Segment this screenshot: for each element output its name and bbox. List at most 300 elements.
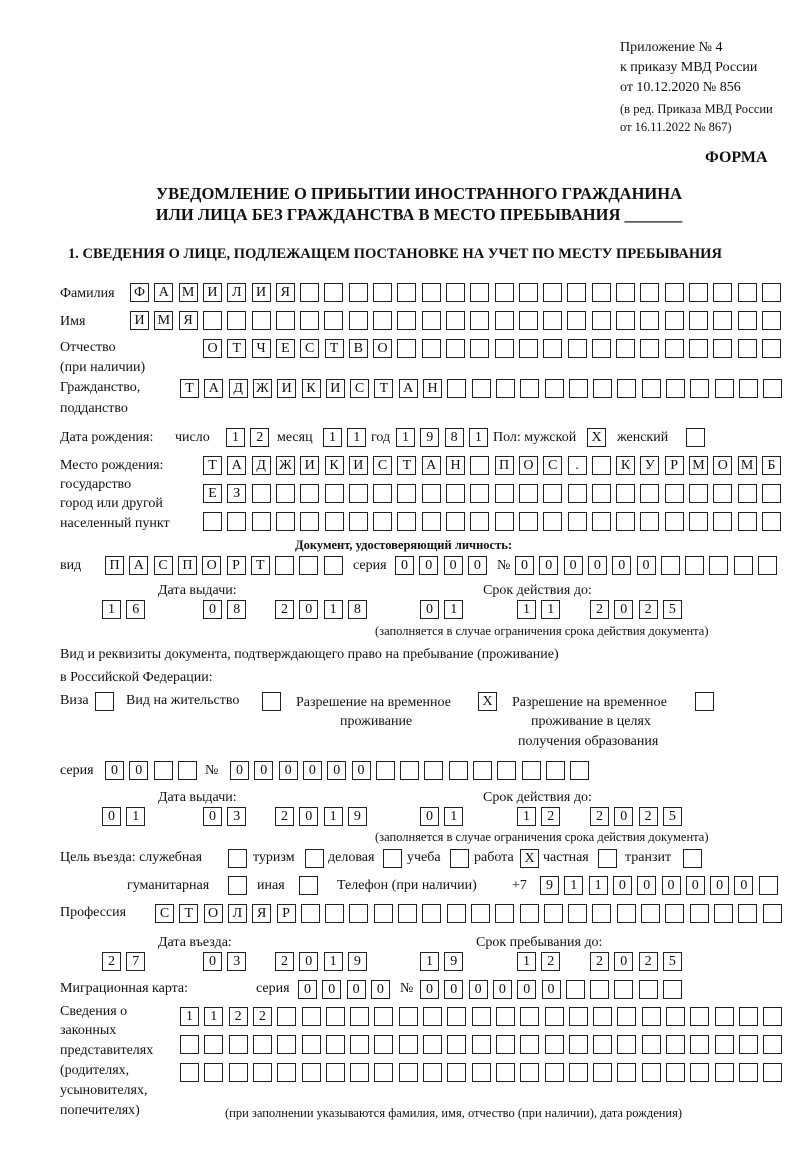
char-box[interactable] bbox=[592, 904, 611, 923]
char-box[interactable]: 2 bbox=[590, 952, 609, 971]
char-box[interactable]: 0 bbox=[564, 556, 583, 575]
char-box[interactable] bbox=[495, 311, 514, 330]
char-box[interactable] bbox=[519, 283, 538, 302]
char-box[interactable] bbox=[324, 556, 343, 575]
char-box[interactable]: Л bbox=[227, 283, 246, 302]
char-box[interactable] bbox=[661, 556, 680, 575]
char-box[interactable] bbox=[522, 761, 541, 780]
char-box[interactable]: Ж bbox=[253, 379, 272, 398]
char-box[interactable]: А bbox=[204, 379, 223, 398]
char-box[interactable] bbox=[422, 283, 441, 302]
char-box[interactable] bbox=[520, 379, 539, 398]
char-box[interactable]: 2 bbox=[590, 600, 609, 619]
char-box[interactable]: М bbox=[738, 456, 757, 475]
char-box[interactable] bbox=[473, 761, 492, 780]
char-box[interactable]: М bbox=[689, 456, 708, 475]
char-box[interactable] bbox=[446, 283, 465, 302]
char-box[interactable]: 0 bbox=[327, 761, 346, 780]
char-box[interactable] bbox=[302, 1035, 321, 1054]
char-box[interactable] bbox=[617, 1063, 636, 1082]
char-box[interactable] bbox=[446, 484, 465, 503]
char-box[interactable] bbox=[496, 1035, 515, 1054]
char-box[interactable]: 1 bbox=[589, 876, 608, 895]
char-box[interactable]: З bbox=[227, 484, 246, 503]
char-box[interactable]: 2 bbox=[639, 600, 658, 619]
char-box[interactable]: 0 bbox=[371, 980, 390, 999]
char-box[interactable]: Р bbox=[665, 456, 684, 475]
char-box[interactable]: 1 bbox=[126, 807, 145, 826]
char-box[interactable] bbox=[738, 311, 757, 330]
char-box[interactable]: 0 bbox=[203, 600, 222, 619]
char-box[interactable]: 0 bbox=[105, 761, 124, 780]
char-box[interactable]: Е bbox=[276, 339, 295, 358]
char-box[interactable] bbox=[666, 1007, 685, 1026]
checkbox[interactable]: X bbox=[478, 692, 497, 711]
char-box[interactable]: С bbox=[300, 339, 319, 358]
char-box[interactable]: 2 bbox=[541, 952, 560, 971]
char-box[interactable] bbox=[276, 311, 295, 330]
char-box[interactable]: 1 bbox=[323, 428, 342, 447]
char-box[interactable] bbox=[592, 484, 611, 503]
char-box[interactable] bbox=[640, 512, 659, 531]
char-box[interactable]: 1 bbox=[517, 952, 536, 971]
char-box[interactable] bbox=[496, 1007, 515, 1026]
char-box[interactable] bbox=[739, 1007, 758, 1026]
char-box[interactable] bbox=[277, 1007, 296, 1026]
char-box[interactable] bbox=[204, 1035, 223, 1054]
char-box[interactable] bbox=[617, 379, 636, 398]
char-box[interactable] bbox=[496, 379, 515, 398]
char-box[interactable] bbox=[566, 980, 585, 999]
char-box[interactable] bbox=[690, 1035, 709, 1054]
char-box[interactable] bbox=[592, 512, 611, 531]
char-box[interactable]: О bbox=[713, 456, 732, 475]
char-box[interactable] bbox=[276, 484, 295, 503]
char-box[interactable]: О bbox=[373, 339, 392, 358]
char-box[interactable] bbox=[690, 1063, 709, 1082]
char-box[interactable]: И bbox=[326, 379, 345, 398]
char-box[interactable] bbox=[568, 904, 587, 923]
char-box[interactable] bbox=[689, 512, 708, 531]
char-box[interactable] bbox=[397, 512, 416, 531]
char-box[interactable]: 0 bbox=[614, 807, 633, 826]
char-box[interactable]: У bbox=[640, 456, 659, 475]
char-box[interactable] bbox=[470, 456, 489, 475]
char-box[interactable] bbox=[709, 556, 728, 575]
char-box[interactable]: И bbox=[300, 456, 319, 475]
char-box[interactable] bbox=[519, 512, 538, 531]
char-box[interactable] bbox=[567, 283, 586, 302]
char-box[interactable] bbox=[324, 283, 343, 302]
char-box[interactable]: 1 bbox=[180, 1007, 199, 1026]
char-box[interactable] bbox=[545, 379, 564, 398]
char-box[interactable] bbox=[690, 1007, 709, 1026]
char-box[interactable] bbox=[763, 379, 782, 398]
char-box[interactable] bbox=[229, 1035, 248, 1054]
char-box[interactable] bbox=[763, 1007, 782, 1026]
char-box[interactable] bbox=[616, 339, 635, 358]
char-box[interactable] bbox=[713, 484, 732, 503]
char-box[interactable]: П bbox=[495, 456, 514, 475]
char-box[interactable] bbox=[275, 556, 294, 575]
char-box[interactable] bbox=[300, 311, 319, 330]
char-box[interactable] bbox=[178, 761, 197, 780]
char-box[interactable] bbox=[738, 904, 757, 923]
char-box[interactable] bbox=[324, 311, 343, 330]
char-box[interactable] bbox=[446, 512, 465, 531]
char-box[interactable] bbox=[326, 1007, 345, 1026]
char-box[interactable]: П bbox=[178, 556, 197, 575]
char-box[interactable] bbox=[350, 1035, 369, 1054]
char-box[interactable]: 0 bbox=[614, 600, 633, 619]
char-box[interactable] bbox=[592, 339, 611, 358]
checkbox[interactable] bbox=[228, 849, 247, 868]
char-box[interactable] bbox=[277, 1035, 296, 1054]
char-box[interactable] bbox=[519, 484, 538, 503]
char-box[interactable]: 1 bbox=[324, 807, 343, 826]
char-box[interactable] bbox=[423, 1007, 442, 1026]
char-box[interactable]: Т bbox=[251, 556, 270, 575]
char-box[interactable]: 7 bbox=[126, 952, 145, 971]
char-box[interactable] bbox=[325, 512, 344, 531]
char-box[interactable]: Л bbox=[228, 904, 247, 923]
char-box[interactable]: 1 bbox=[347, 428, 366, 447]
char-box[interactable] bbox=[397, 339, 416, 358]
char-box[interactable] bbox=[715, 1063, 734, 1082]
char-box[interactable] bbox=[762, 339, 781, 358]
char-box[interactable] bbox=[592, 311, 611, 330]
checkbox[interactable] bbox=[383, 849, 402, 868]
char-box[interactable] bbox=[545, 1063, 564, 1082]
char-box[interactable]: 2 bbox=[275, 952, 294, 971]
char-box[interactable] bbox=[616, 484, 635, 503]
char-box[interactable] bbox=[545, 1007, 564, 1026]
char-box[interactable]: 0 bbox=[203, 952, 222, 971]
char-box[interactable] bbox=[520, 904, 539, 923]
char-box[interactable] bbox=[763, 1063, 782, 1082]
char-box[interactable] bbox=[568, 512, 587, 531]
char-box[interactable] bbox=[299, 556, 318, 575]
checkbox[interactable] bbox=[695, 692, 714, 711]
char-box[interactable] bbox=[326, 1063, 345, 1082]
char-box[interactable] bbox=[374, 904, 393, 923]
char-box[interactable] bbox=[763, 904, 782, 923]
char-box[interactable] bbox=[519, 311, 538, 330]
char-box[interactable] bbox=[470, 283, 489, 302]
checkbox[interactable]: X bbox=[520, 849, 539, 868]
char-box[interactable]: 2 bbox=[275, 600, 294, 619]
char-box[interactable]: 0 bbox=[395, 556, 414, 575]
char-box[interactable]: С bbox=[543, 456, 562, 475]
char-box[interactable]: 2 bbox=[250, 428, 269, 447]
char-box[interactable] bbox=[763, 1035, 782, 1054]
char-box[interactable]: 0 bbox=[299, 600, 318, 619]
char-box[interactable]: В bbox=[349, 339, 368, 358]
char-box[interactable] bbox=[593, 1063, 612, 1082]
char-box[interactable]: Т bbox=[227, 339, 246, 358]
char-box[interactable] bbox=[302, 1007, 321, 1026]
checkbox[interactable] bbox=[228, 876, 247, 895]
char-box[interactable] bbox=[713, 339, 732, 358]
char-box[interactable] bbox=[470, 512, 489, 531]
char-box[interactable]: 2 bbox=[639, 807, 658, 826]
char-box[interactable]: Е bbox=[203, 484, 222, 503]
char-box[interactable] bbox=[592, 456, 611, 475]
char-box[interactable] bbox=[374, 1063, 393, 1082]
char-box[interactable] bbox=[373, 283, 392, 302]
char-box[interactable] bbox=[713, 512, 732, 531]
char-box[interactable] bbox=[397, 311, 416, 330]
char-box[interactable] bbox=[616, 283, 635, 302]
char-box[interactable]: Я bbox=[276, 283, 295, 302]
char-box[interactable]: 0 bbox=[517, 980, 536, 999]
char-box[interactable]: К bbox=[302, 379, 321, 398]
char-box[interactable] bbox=[423, 1035, 442, 1054]
char-box[interactable] bbox=[497, 761, 516, 780]
char-box[interactable] bbox=[666, 1063, 685, 1082]
char-box[interactable] bbox=[399, 1063, 418, 1082]
char-box[interactable] bbox=[593, 379, 612, 398]
char-box[interactable]: 0 bbox=[102, 807, 121, 826]
char-box[interactable] bbox=[665, 283, 684, 302]
char-box[interactable]: 1 bbox=[324, 952, 343, 971]
char-box[interactable] bbox=[617, 904, 636, 923]
char-box[interactable] bbox=[519, 339, 538, 358]
char-box[interactable]: 0 bbox=[734, 876, 753, 895]
char-box[interactable] bbox=[301, 904, 320, 923]
char-box[interactable]: М bbox=[154, 311, 173, 330]
char-box[interactable] bbox=[642, 1063, 661, 1082]
char-box[interactable] bbox=[446, 339, 465, 358]
char-box[interactable] bbox=[302, 1063, 321, 1082]
checkbox[interactable] bbox=[450, 849, 469, 868]
char-box[interactable] bbox=[229, 1063, 248, 1082]
char-box[interactable] bbox=[349, 512, 368, 531]
char-box[interactable] bbox=[447, 379, 466, 398]
char-box[interactable] bbox=[495, 512, 514, 531]
char-box[interactable] bbox=[545, 1035, 564, 1054]
char-box[interactable]: О bbox=[519, 456, 538, 475]
char-box[interactable]: 1 bbox=[444, 807, 463, 826]
char-box[interactable]: Ч bbox=[252, 339, 271, 358]
char-box[interactable] bbox=[253, 1063, 272, 1082]
char-box[interactable]: 0 bbox=[298, 980, 317, 999]
char-box[interactable]: 0 bbox=[662, 876, 681, 895]
char-box[interactable]: И bbox=[349, 456, 368, 475]
checkbox[interactable] bbox=[305, 849, 324, 868]
char-box[interactable] bbox=[715, 1007, 734, 1026]
char-box[interactable]: Р bbox=[277, 904, 296, 923]
char-box[interactable]: 0 bbox=[254, 761, 273, 780]
checkbox[interactable]: X bbox=[587, 428, 606, 447]
char-box[interactable] bbox=[326, 1035, 345, 1054]
char-box[interactable] bbox=[397, 484, 416, 503]
checkbox[interactable] bbox=[683, 849, 702, 868]
char-box[interactable] bbox=[617, 1007, 636, 1026]
char-box[interactable] bbox=[568, 339, 587, 358]
char-box[interactable] bbox=[593, 1035, 612, 1054]
char-box[interactable] bbox=[640, 484, 659, 503]
char-box[interactable]: 0 bbox=[686, 876, 705, 895]
char-box[interactable] bbox=[422, 339, 441, 358]
char-box[interactable] bbox=[689, 484, 708, 503]
char-box[interactable] bbox=[446, 311, 465, 330]
char-box[interactable]: И bbox=[252, 283, 271, 302]
char-box[interactable] bbox=[349, 904, 368, 923]
char-box[interactable] bbox=[568, 484, 587, 503]
char-box[interactable] bbox=[593, 1007, 612, 1026]
char-box[interactable] bbox=[592, 283, 611, 302]
char-box[interactable]: 8 bbox=[348, 600, 367, 619]
char-box[interactable]: 1 bbox=[517, 807, 536, 826]
char-box[interactable] bbox=[350, 1007, 369, 1026]
char-box[interactable] bbox=[373, 512, 392, 531]
char-box[interactable]: 6 bbox=[126, 600, 145, 619]
char-box[interactable]: 1 bbox=[102, 600, 121, 619]
char-box[interactable] bbox=[325, 904, 344, 923]
char-box[interactable] bbox=[758, 556, 777, 575]
char-box[interactable] bbox=[642, 1035, 661, 1054]
char-box[interactable]: 2 bbox=[229, 1007, 248, 1026]
char-box[interactable] bbox=[470, 484, 489, 503]
char-box[interactable] bbox=[423, 1063, 442, 1082]
char-box[interactable] bbox=[762, 484, 781, 503]
char-box[interactable] bbox=[325, 484, 344, 503]
char-box[interactable]: 0 bbox=[352, 761, 371, 780]
char-box[interactable]: 1 bbox=[564, 876, 583, 895]
char-box[interactable] bbox=[641, 904, 660, 923]
char-box[interactable]: К bbox=[325, 456, 344, 475]
char-box[interactable] bbox=[640, 339, 659, 358]
char-box[interactable] bbox=[373, 484, 392, 503]
char-box[interactable] bbox=[472, 1007, 491, 1026]
char-box[interactable]: 8 bbox=[445, 428, 464, 447]
char-box[interactable]: Я bbox=[179, 311, 198, 330]
char-box[interactable] bbox=[471, 904, 490, 923]
char-box[interactable]: 0 bbox=[279, 761, 298, 780]
char-box[interactable] bbox=[203, 512, 222, 531]
char-box[interactable] bbox=[422, 484, 441, 503]
char-box[interactable] bbox=[738, 339, 757, 358]
char-box[interactable]: Т bbox=[179, 904, 198, 923]
char-box[interactable] bbox=[544, 904, 563, 923]
char-box[interactable] bbox=[640, 283, 659, 302]
char-box[interactable]: 0 bbox=[299, 952, 318, 971]
char-box[interactable] bbox=[734, 556, 753, 575]
char-box[interactable] bbox=[252, 484, 271, 503]
char-box[interactable] bbox=[738, 283, 757, 302]
char-box[interactable]: 0 bbox=[420, 600, 439, 619]
char-box[interactable]: О bbox=[203, 339, 222, 358]
char-box[interactable] bbox=[569, 1007, 588, 1026]
char-box[interactable] bbox=[180, 1063, 199, 1082]
char-box[interactable]: 5 bbox=[663, 807, 682, 826]
char-box[interactable] bbox=[739, 1063, 758, 1082]
char-box[interactable]: М bbox=[179, 283, 198, 302]
char-box[interactable] bbox=[543, 512, 562, 531]
char-box[interactable] bbox=[422, 512, 441, 531]
char-box[interactable] bbox=[400, 761, 419, 780]
char-box[interactable]: 0 bbox=[420, 807, 439, 826]
char-box[interactable]: А bbox=[422, 456, 441, 475]
char-box[interactable]: А bbox=[129, 556, 148, 575]
char-box[interactable] bbox=[520, 1035, 539, 1054]
char-box[interactable]: 2 bbox=[275, 807, 294, 826]
checkbox[interactable] bbox=[598, 849, 617, 868]
char-box[interactable] bbox=[640, 311, 659, 330]
char-box[interactable] bbox=[639, 980, 658, 999]
char-box[interactable]: И bbox=[277, 379, 296, 398]
char-box[interactable] bbox=[374, 1035, 393, 1054]
char-box[interactable] bbox=[252, 311, 271, 330]
char-box[interactable] bbox=[590, 980, 609, 999]
char-box[interactable]: 9 bbox=[540, 876, 559, 895]
char-box[interactable] bbox=[495, 484, 514, 503]
char-box[interactable] bbox=[713, 311, 732, 330]
char-box[interactable] bbox=[715, 1035, 734, 1054]
char-box[interactable] bbox=[300, 484, 319, 503]
char-box[interactable]: Ж bbox=[276, 456, 295, 475]
char-box[interactable] bbox=[738, 512, 757, 531]
checkbox[interactable] bbox=[299, 876, 318, 895]
char-box[interactable] bbox=[543, 311, 562, 330]
char-box[interactable] bbox=[715, 379, 734, 398]
char-box[interactable]: 0 bbox=[468, 556, 487, 575]
char-box[interactable]: 1 bbox=[420, 952, 439, 971]
char-box[interactable]: 2 bbox=[639, 952, 658, 971]
char-box[interactable] bbox=[349, 283, 368, 302]
char-box[interactable]: 2 bbox=[253, 1007, 272, 1026]
char-box[interactable] bbox=[203, 311, 222, 330]
char-box[interactable]: 3 bbox=[227, 952, 246, 971]
char-box[interactable] bbox=[349, 311, 368, 330]
char-box[interactable]: 1 bbox=[324, 600, 343, 619]
char-box[interactable]: С bbox=[155, 904, 174, 923]
char-box[interactable] bbox=[422, 311, 441, 330]
char-box[interactable] bbox=[665, 904, 684, 923]
char-box[interactable]: Д bbox=[252, 456, 271, 475]
char-box[interactable]: 0 bbox=[444, 980, 463, 999]
char-box[interactable]: 0 bbox=[203, 807, 222, 826]
char-box[interactable] bbox=[277, 1063, 296, 1082]
char-box[interactable]: П bbox=[105, 556, 124, 575]
char-box[interactable]: Т bbox=[325, 339, 344, 358]
char-box[interactable]: Д bbox=[229, 379, 248, 398]
char-box[interactable] bbox=[422, 904, 441, 923]
char-box[interactable]: А bbox=[227, 456, 246, 475]
char-box[interactable]: 0 bbox=[588, 556, 607, 575]
char-box[interactable] bbox=[616, 311, 635, 330]
char-box[interactable] bbox=[546, 761, 565, 780]
char-box[interactable] bbox=[276, 512, 295, 531]
char-box[interactable] bbox=[689, 311, 708, 330]
char-box[interactable]: С bbox=[373, 456, 392, 475]
char-box[interactable]: Т bbox=[180, 379, 199, 398]
char-box[interactable]: 0 bbox=[614, 952, 633, 971]
char-box[interactable]: Б bbox=[762, 456, 781, 475]
char-box[interactable] bbox=[472, 1063, 491, 1082]
char-box[interactable] bbox=[642, 379, 661, 398]
char-box[interactable]: О bbox=[202, 556, 221, 575]
char-box[interactable] bbox=[689, 339, 708, 358]
char-box[interactable]: С bbox=[154, 556, 173, 575]
char-box[interactable] bbox=[496, 1063, 515, 1082]
char-box[interactable]: 1 bbox=[469, 428, 488, 447]
char-box[interactable] bbox=[567, 311, 586, 330]
char-box[interactable] bbox=[762, 512, 781, 531]
char-box[interactable] bbox=[739, 1035, 758, 1054]
char-box[interactable] bbox=[253, 1035, 272, 1054]
